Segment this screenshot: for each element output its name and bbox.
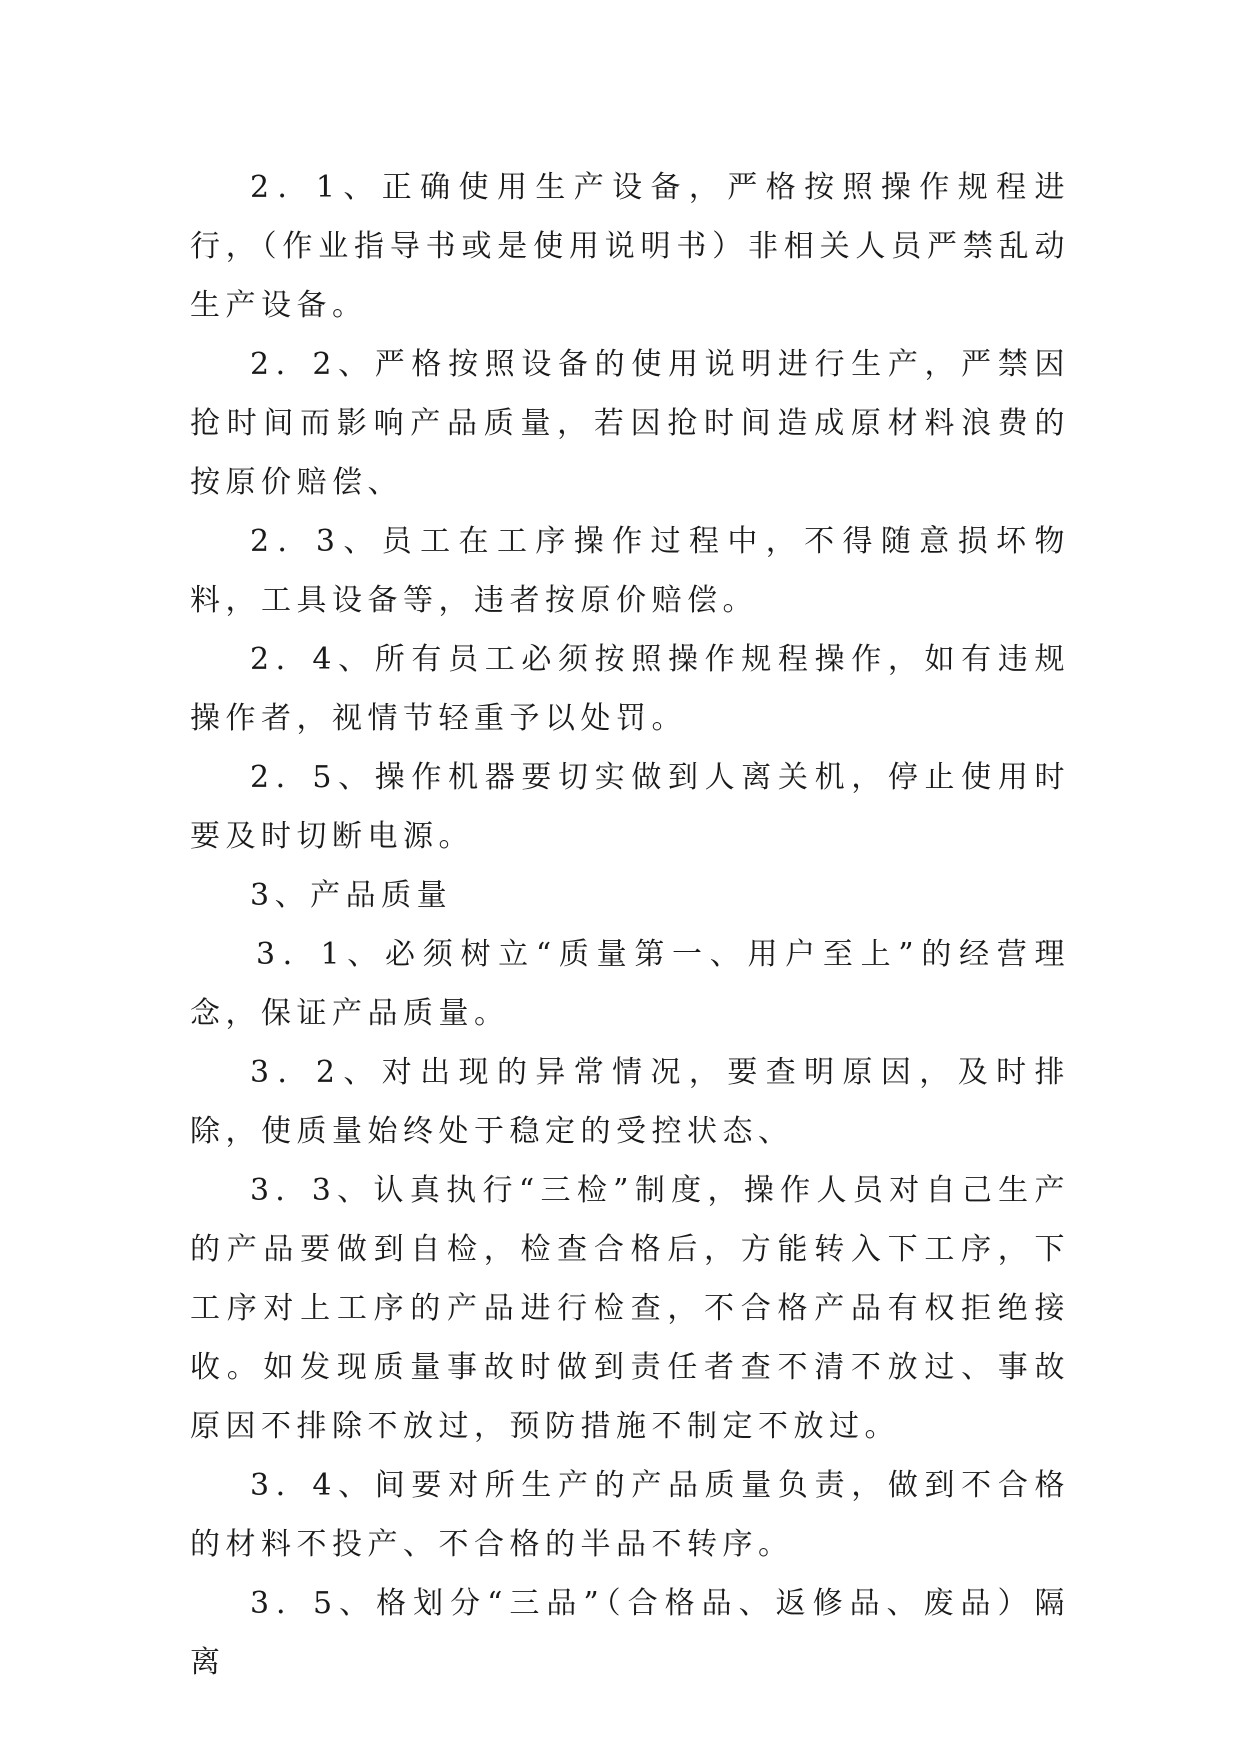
- document-body: [190, 158, 1070, 1692]
- paragraph-3-5: 3．5、格划分“三品”（合格品、返修品、废品）隔离: [190, 1586, 1070, 1680]
- paragraph-3-1: 3．1、必须树立“质量第一、用户至上”的经营理念，保证产品质量。: [190, 937, 1070, 1031]
- paragraph-2-4: 2．4、所有员工必须按照操作规程操作，如有违规操作者，视情节轻重予以处罚。: [190, 642, 1070, 736]
- section-heading-3: 3、产品质量: [250, 878, 453, 913]
- paragraph-2-3: 2．3、员工在工序操作过程中，不得随意损坏物料，工具设备等，违者按原价赔偿。: [190, 524, 1070, 618]
- paragraph-3-3: 3．3、认真执行“三检”制度，操作人员对自己生产的产品要做到自检，检查合格后，方能转入下工序，下工序对上工序的产品进行检查，不合格产品有权拒绝接收。如发现质量事故时做到责任者查不清不放过、事故原因不排除不放过，预防措施不制定不放过。: [190, 1173, 1070, 1444]
- paragraph-2-1: 2．1、正确使用生产设备，严格按照操作规程进行，（作业指导书或是使用说明书）非相关人员严禁乱动生产设备。: [190, 170, 1070, 323]
- paragraph-3-2: 3．2、对出现的异常情况，要查明原因，及时排除，使质量始终处于稳定的受控状态、: [190, 1055, 1070, 1149]
- paragraph-2-2: 2．2、严格按照设备的使用说明进行生产，严禁因抢时间而影响产品质量，若因抢时间造成原材料浪费的按原价赔偿、: [190, 347, 1070, 500]
- paragraph-2-5: 2．5、操作机器要切实做到人离关机，停止使用时要及时切断电源。: [190, 760, 1070, 854]
- paragraph-3-4: 3．4、间要对所生产的产品质量负责，做到不合格的材料不投产、不合格的半品不转序。: [190, 1468, 1070, 1562]
